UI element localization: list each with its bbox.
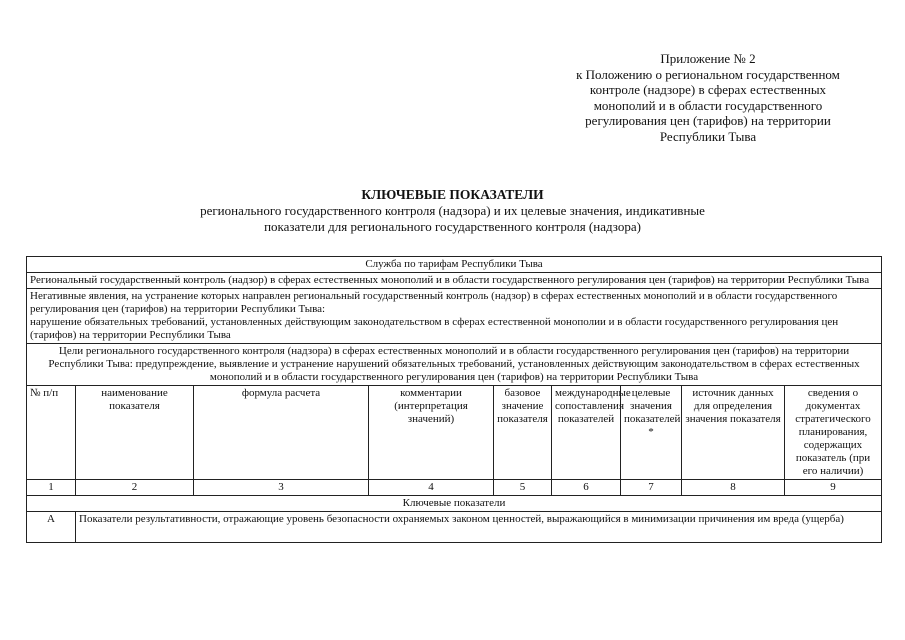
document-title: КЛЮЧЕВЫЕ ПОКАЗАТЕЛИ <box>361 187 544 202</box>
negative-phenomena-item: нарушение обязательных требований, установленных действующим законодательством в сферах естественной монополии и в области государственного регулирования цен (тарифов) на территории Республики Тыва <box>30 316 839 341</box>
column-number-row <box>27 480 882 496</box>
column-header: формула расчета <box>194 386 369 480</box>
negative-phenomena-intro: Негативные явления, на устранение которых направлен региональный государственный контроль (надзор) в сферах естественных монополий и в области государственного регулирования цен (тарифов) на территории Республики Тыва: <box>30 290 838 315</box>
column-header: целевые значения показателей * <box>621 386 682 480</box>
subtitle-line: регионального государственного контроля (надзора) и их целевые значения, индикативные <box>200 203 705 218</box>
control-type-row <box>27 273 882 289</box>
key-indicators-table <box>26 256 882 543</box>
service-row <box>27 257 882 273</box>
column-number: 5 <box>494 480 552 496</box>
row-text-cell: Показатели результативности, отражающие уровень безопасности охраняемых законом ценностей, выражающийся в минимизации причинения им вреда (ущерба) <box>76 512 882 543</box>
goals-row <box>27 344 882 386</box>
appendix-line: контроле (надзоре) в сферах естественных <box>589 82 827 97</box>
column-number: 3 <box>194 480 369 496</box>
section-title-cell: Ключевые показатели <box>27 496 882 512</box>
appendix-header <box>548 51 868 144</box>
row-code-cell: А <box>27 512 76 543</box>
appendix-line: Приложение № 2 <box>660 51 756 66</box>
negative-phenomena-cell <box>27 289 882 344</box>
column-number: 8 <box>682 480 785 496</box>
column-header: международные сопоставления показателей <box>552 386 621 480</box>
column-header: базовое значение показателя <box>494 386 552 480</box>
column-header: сведения о документах стратегического планирования, содержащих показатель (при его наличии) <box>785 386 882 480</box>
subtitle-line: показатели для регионального государственного контроля (надзора) <box>264 218 641 234</box>
column-number: 7 <box>621 480 682 496</box>
control-type-cell: Региональный государственный контроль (надзор) в сферах естественных монополий и в области государственного регулирования цен (тарифов) на территории Республики Тыва <box>27 273 882 289</box>
column-number: 9 <box>785 480 882 496</box>
column-header-row <box>27 386 882 480</box>
section-title-row <box>27 496 882 512</box>
document-subtitle <box>0 203 905 234</box>
appendix-line: к Положению о региональном государственном <box>576 66 840 82</box>
column-header: источник данных для определения значения показателя <box>682 386 785 480</box>
negative-phenomena-row <box>27 289 882 344</box>
goals-cell: Цели регионального государственного контроля (надзора) в сферах естественных монополий и в области государственного регулирования цен (тарифов) на территории Республики Тыва: предупреждение, выявление и устранение нарушений обязательных требований, установленных действующим законодательством в сферах естественных монополий и в области государственного регулирования цен (тарифов) на территории Республики Тыва <box>27 344 882 386</box>
column-header: комментарии (интерпретация значений) <box>369 386 494 480</box>
service-cell: Служба по тарифам Республики Тыва <box>27 257 882 273</box>
column-number: 6 <box>552 480 621 496</box>
document-title-block <box>0 186 905 234</box>
column-header: № п/п <box>27 386 76 480</box>
column-header: наименование показателя <box>76 386 194 480</box>
appendix-line: регулирования цен (тарифов) на территории <box>585 113 831 128</box>
table-row <box>27 512 882 543</box>
column-number: 1 <box>27 480 76 496</box>
column-number: 2 <box>76 480 194 496</box>
column-number: 4 <box>369 480 494 496</box>
appendix-line: монополий и в области государственного <box>593 97 823 113</box>
appendix-line: Республики Тыва <box>659 128 757 144</box>
